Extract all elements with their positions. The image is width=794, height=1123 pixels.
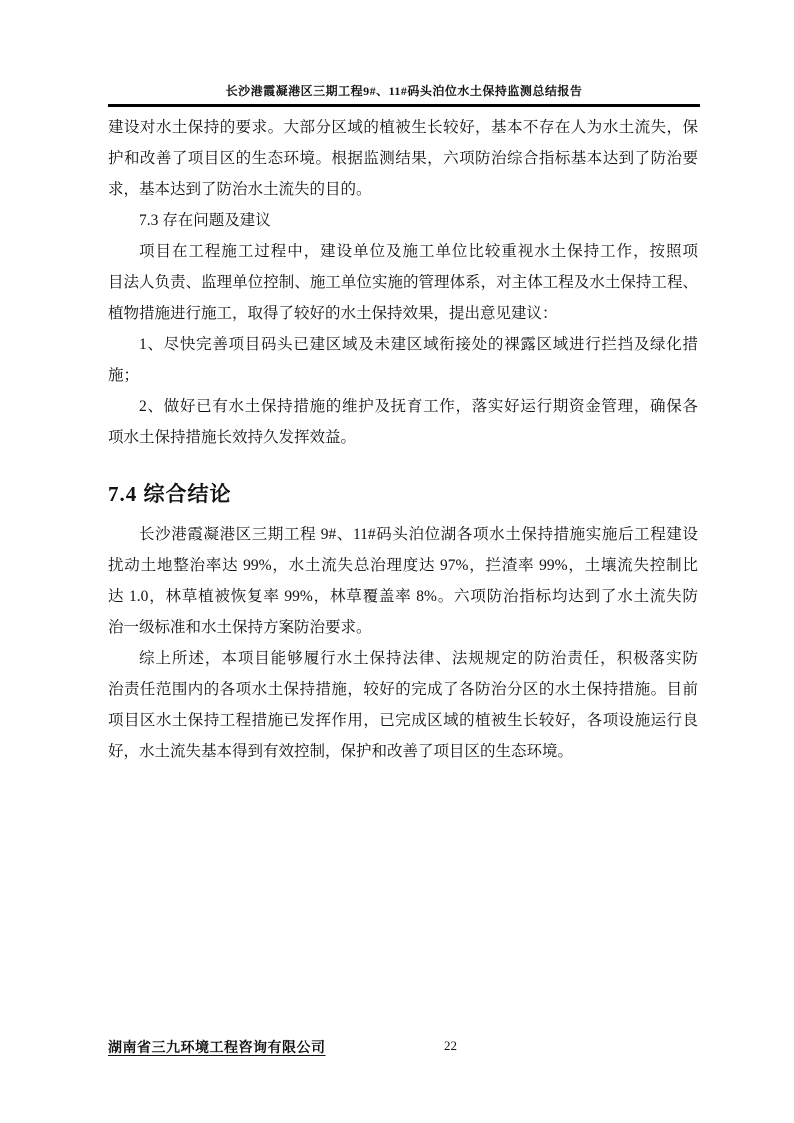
subsection-heading <box>108 205 698 236</box>
paragraph <box>108 112 698 205</box>
text-line: 施； <box>108 367 140 384</box>
text-line: 1、尽快完善项目码头已建区域及未建区域衔接处的裸露区域进行拦挡及绿化措 <box>139 336 698 353</box>
text-line: 综上所述，本项目能够履行水土保持法律、法规规定的防治责任，积极落实防 <box>139 650 698 667</box>
paragraph <box>108 643 698 767</box>
page-header <box>108 82 700 107</box>
text-line: 项目在工程施工过程中，建设单位及施工单位比较重视水土保持工作，按照项 <box>139 243 698 260</box>
text-line: 治一级标准和水土保持方案防治要求。 <box>108 619 372 636</box>
report-title: 长沙港霞凝港区三期工程9#、11#码头泊位水土保持监测总结报告 <box>225 84 583 98</box>
text-line: 7.4 综合结论 <box>108 482 232 506</box>
text-line: 好，水土流失基本得到有效控制，保护和改善了项目区的生态环境。 <box>108 743 574 760</box>
paragraph <box>108 329 698 391</box>
text-line: 建设对水土保持的要求。大部分区域的植被生长较好，基本不存在人为水土流失，保 <box>108 119 698 136</box>
text-line: 治责任范围内的各项水土保持措施，较好的完成了各防治分区的水土保持措施。目前 <box>108 681 698 698</box>
paragraph <box>108 236 698 329</box>
text-line: 植物措施进行施工，取得了较好的水土保持效果，提出意见建议： <box>108 305 558 322</box>
text-line: 长沙港霞凝港区三期工程 9#、11#码头泊位湖各项水土保持措施实施后工程建设 <box>139 526 698 543</box>
section-heading <box>108 477 698 511</box>
text-line: 项目区水土保持工程措施已发挥作用，已完成区域的植被生长较好，各项设施运行良 <box>108 712 698 729</box>
text-line: 目法人负责、监理单位控制、施工单位实施的管理体系，对主体工程及水土保持工程、 <box>108 274 698 291</box>
text-line: 2、做好已有水土保持措施的维护及抚育工作，落实好运行期资金管理，确保各 <box>139 398 698 415</box>
footer-company-name: 湖南省三九环境工程咨询有限公司 <box>108 1041 326 1056</box>
text-line: 扰动土地整治率达 99%，水土流失总治理度达 97%，拦渣率 99%，土壤流失控制比 <box>108 557 698 574</box>
text-line: 达 1.0，林草植被恢复率 99%，林草覆盖率 8%。六项防治指标均达到了水土流失防 <box>108 588 698 605</box>
page-footer <box>108 1037 700 1059</box>
text-line: 求，基本达到了防治水土流失的目的。 <box>108 181 372 198</box>
page-number: 22 <box>444 1038 457 1053</box>
paragraph <box>108 519 698 643</box>
document-body <box>108 112 698 767</box>
text-line: 7.3 存在问题及建议 <box>139 212 271 229</box>
paragraph <box>108 391 698 453</box>
text-line: 护和改善了项目区的生态环境。根据监测结果，六项防治综合指标基本达到了防治要 <box>108 150 698 167</box>
text-line: 项水土保持措施长效持久发挥效益。 <box>108 429 357 446</box>
